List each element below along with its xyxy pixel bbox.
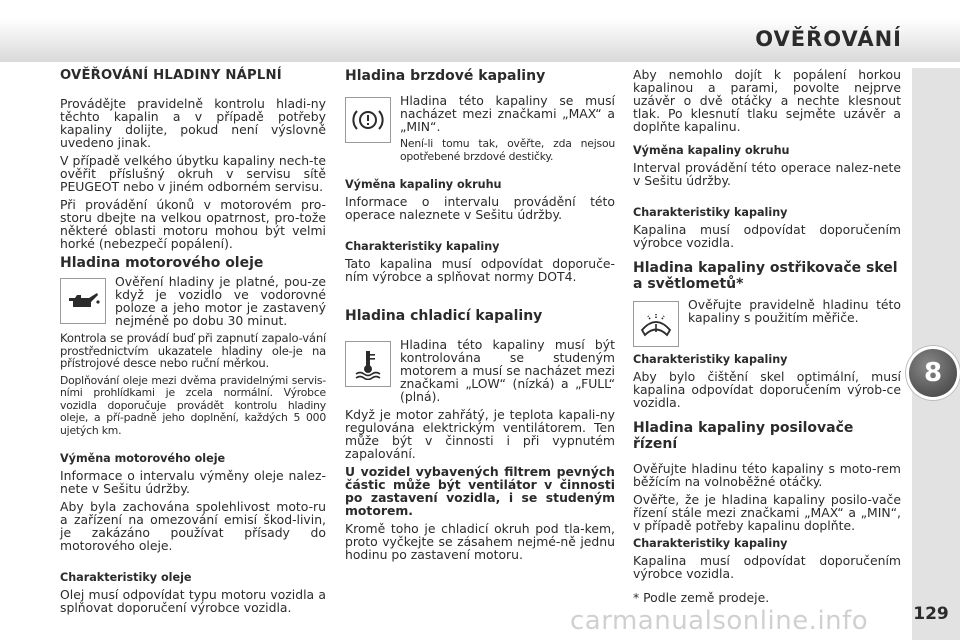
heading-power-steering: Hladina kapaliny posilovače řízení bbox=[633, 420, 854, 452]
brake-fluid-block bbox=[345, 94, 615, 168]
engine-oil-block bbox=[60, 275, 326, 332]
column-2 bbox=[345, 58, 615, 566]
paragraph: Kontrola se provádí buď při zapnutí zapalo-vání prostřednictvím ukazatele hladiny ole-je na přístrojové desce nebo ruční měrkou. bbox=[60, 331, 326, 370]
paragraph: Ověřujte hladinu této kapaliny s moto-rem běžícím na volnoběžné otáčky. bbox=[633, 461, 901, 489]
heading-steering-spec: Charakteristiky kapaliny bbox=[633, 537, 788, 550]
heading-coolant: Hladina chladicí kapaliny bbox=[345, 308, 543, 324]
chapter-tab[interactable]: 8 bbox=[909, 349, 957, 397]
paragraph: Olej musí odpovídat typu motoru vozidla a splňovat doporučení výrobce vozidla. bbox=[60, 587, 326, 615]
paragraph: Interval provádění této operace nalez-nete v Sešitu údržby. bbox=[633, 160, 901, 188]
paragraph: Kapalina musí odpovídat doporučením výrobce vozidla. bbox=[633, 222, 901, 250]
brake-pad-note: Není-li tomu tak, ověřte, zda nejsou opotřebené brzdové destičky. bbox=[400, 137, 615, 163]
paragraph: Informace o intervalu výměny oleje nalez-nete v Sešitu údržby. bbox=[60, 468, 326, 496]
oil-can-icon bbox=[60, 278, 106, 324]
heading-washer-fluid: Hladina kapaliny ostřikovače skel a světlometů* bbox=[633, 260, 898, 292]
coolant-block bbox=[345, 338, 615, 408]
page-number: 129 bbox=[913, 604, 949, 624]
paragraph: Aby byla zachována spolehlivost moto-ru a zařízení na omezování emisí škod-livin, je zakázáno používat přísady do motorového oleje. bbox=[60, 499, 326, 553]
page-header bbox=[0, 0, 960, 62]
paragraph: Kapalina musí odpovídat doporučením výrobce vozidla. bbox=[633, 553, 901, 581]
paragraph: Doplňování oleje mezi dvěma pravidelnými servis-ními prohlídkami je zcela normální. Výrobce vozidla doporučuje provádět kontrolu hladiny oleje, a pří-padně jeho doplnění, každých 5 000 ujetých km. bbox=[60, 373, 326, 437]
page-title: OVĚŘOVÁNÍ bbox=[755, 27, 902, 51]
heading-brake-spec: Charakteristiky kapaliny bbox=[345, 240, 500, 253]
paragraph: Při provádění úkonů v motorovém pro-storu dbejte na velkou opatrnost, pro-tože některé oblasti motoru mohou být velmi horké (nebezpečí popálení). bbox=[60, 197, 326, 251]
engine-oil-note: Ověření hladiny je platné, pou-ze když je vozidlo ve vodorovné poloze a jeho motor je zastavený nejméně po dobu 30 minut. bbox=[115, 274, 326, 328]
washer-fluid-block bbox=[633, 298, 901, 347]
heading-coolant-change: Výměna kapaliny okruhu bbox=[633, 144, 790, 157]
heading-washer-spec: Charakteristiky kapaliny bbox=[633, 353, 788, 366]
coolant-warning: U vozidel vybavených filtrem pevných částic může být ventilátor v činnosti po zastavení vozidla, i se studeným motorem. bbox=[345, 464, 615, 518]
heading-coolant-spec: Charakteristiky kapaliny bbox=[633, 206, 788, 219]
paragraph: Kromě toho je chladicí okruh pod tla-kem, proto vyčkejte se zásahem nejmé-ně jednu hodinu po zastavení motoru. bbox=[345, 521, 615, 562]
paragraph: V případě velkého úbytku kapaliny nech-te ověřit příslušný okruh v servisu sítě PEUGEOT nebo v jiném odborném servisu. bbox=[60, 153, 326, 194]
washer-note: Ověřujte pravidelně hladinu této kapaliny s použitím měřiče. bbox=[688, 297, 901, 325]
column-1 bbox=[60, 58, 326, 619]
paragraph: Provádějte pravidelně kontrolu hladi-ny těchto kapalin a v případě potřeby kapaliny dolijte, pokud není výslovně uvedeno jinak. bbox=[60, 96, 326, 150]
heading-brake-fluid: Hladina brzdové kapaliny bbox=[345, 68, 546, 84]
paragraph: Tato kapalina musí odpovídat doporuče-ním výrobce a splňovat normy DOT4. bbox=[345, 256, 615, 284]
coolant-temperature-icon bbox=[345, 341, 391, 387]
brake-warning-icon bbox=[345, 97, 391, 143]
paragraph: Aby bylo čištění skel optimální, musí kapalina odpovídat doporučením výrob-ce vozidla. bbox=[633, 369, 901, 410]
column-3 bbox=[633, 58, 901, 609]
watermark: carmanualsonline.info bbox=[570, 606, 869, 636]
heading-oil-change: Výměna motorového oleje bbox=[60, 452, 226, 465]
section-heading-fluid-levels: OVĚŘOVÁNÍ HLADINY NÁPLNÍ bbox=[60, 68, 282, 83]
paragraph: Ověřte, že je hladina kapaliny posilo-vače řízení stále mezi značkami „MAX“ a „MIN“, v případě potřeby kapalinu doplňte. bbox=[633, 492, 901, 533]
heading-brake-change: Výměna kapaliny okruhu bbox=[345, 178, 502, 191]
paragraph: Informace o intervalu provádění této operace naleznete v Sešitu údržby. bbox=[345, 194, 615, 222]
paragraph: Když je motor zahřátý, je teplota kapali-ny regulována elektrickým ventilátorem. Ten může být v činnosti i při vypnutém zapalování. bbox=[345, 407, 615, 461]
brake-fluid-note: Hladina této kapaliny se musí nacházet mezi značkami „MAX“ a „MIN“. bbox=[400, 93, 615, 134]
paragraph: Aby nemohlo dojít k popálení horkou kapalinou a parami, povolte nejprve uzávěr o dvě otáčky a nechte klesnout tlak. Po klesnutí tlaku sejměte uzávěr a doplňte kapalinu. bbox=[633, 67, 901, 134]
windscreen-washer-icon bbox=[633, 301, 679, 347]
coolant-note: Hladina této kapaliny musí být kontrolována se studeným motorem a musí se nacházet mezi značkami „LOW“ (nízká) a „FULL“ (plná). bbox=[400, 337, 615, 404]
heading-engine-oil: Hladina motorového oleje bbox=[60, 255, 264, 271]
footnote: * Podle země prodeje. bbox=[633, 590, 770, 605]
heading-oil-spec: Charakteristiky oleje bbox=[60, 571, 192, 584]
